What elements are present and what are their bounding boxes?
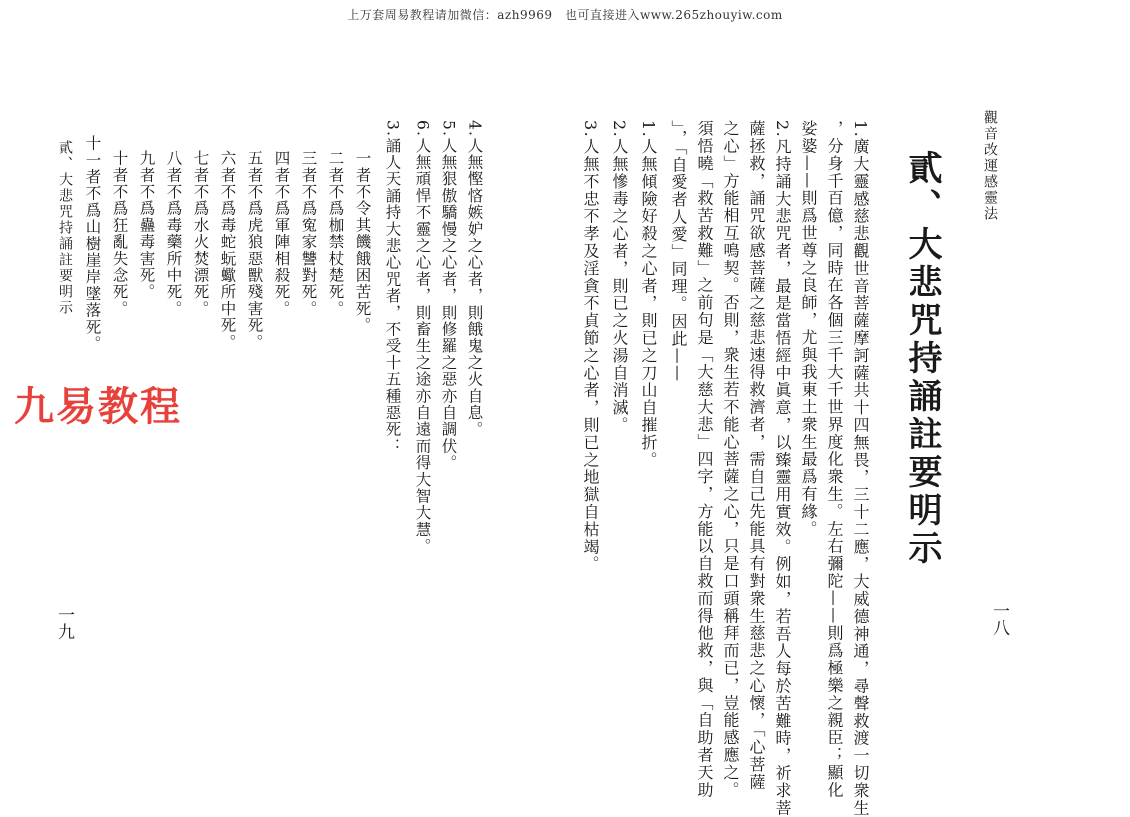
left-page-number: 一九 [54,606,74,640]
top-note: 上万套周易教程请加微信：azh9969 也可直接进入www.265zhouyiw.com [347,8,783,22]
right-page-number: 一八 [989,602,1009,636]
left-column-6: 二者不爲枷禁杖楚死。 [326,150,345,317]
right-column-10: 2.人無慘毒之心者，則已之火湯自消滅。 [610,120,629,434]
left-column-5: 一者不令其饑餓困苦死。 [353,150,372,334]
right-column-1: 1.廣大靈感慈悲觀世音菩薩摩訶薩共十四無畏，三十二應，大威德神通，尋聲救渡一切衆生 [851,120,870,817]
left-column-10: 六者不爲毒蛇蚖蠍所中死。 [218,150,237,351]
left-column-12: 八者不爲毒藥所中死。 [164,150,183,317]
right-column-4: 2.凡持誦大悲咒者，最是當悟經中眞意，以臻靈用實效。例如，若吾人每於苦難時，祈求菩 [773,120,792,817]
left-running-head: 貳、大悲咒持誦註要明示 [57,140,73,316]
left-column-1: 4.人無慳悋嫉妒之心者，則餓鬼之火自息。 [465,120,484,438]
right-column-6: 之心」方能相互鳴契。否則，衆生若不能心菩薩之心，只是口頭稱拜而已，豈能感應之。 [721,120,740,799]
right-column-9: 1.人無傾險好殺之心者，則已之刀山自摧折。 [639,120,658,469]
left-column-2: 5.人無狠傲驕慢之心者，則修羅之惡亦自調伏。 [439,120,458,472]
chapter-title: 貳、大悲咒持誦註要明示 [902,150,942,568]
right-column-11: 3.人無不忠不孝及淫貪不貞節之心者，則已之地獄自枯竭。 [581,120,600,574]
left-column-8: 四者不爲軍陣相殺死。 [272,150,291,317]
right-column-2: ，分身千百億，同時在各個三千大千世界度化衆生。左右彌陀——則爲極樂之親臣；顯化 [825,120,844,799]
left-column-11: 七者不爲水火焚漂死。 [191,150,210,317]
right-column-8: 」，「自愛者人愛」同理。因此—— [669,120,688,383]
left-column-4: 3.誦人天誦持大悲心咒者，不受十五種惡死： [383,120,402,455]
right-column-7: 須悟曉「救苦救難」之前句是「大慈大悲」四字，方能以自救而得他救，與「自助者天助 [695,120,714,799]
left-column-13: 九者不爲蠱毒害死。 [137,150,156,301]
right-column-3: 娑婆——則爲世尊之良師，尤與我東土衆生最爲有緣。 [799,120,818,538]
left-column-15: 十一者不爲山樹崖岸墜落死。 [83,135,102,353]
left-column-3: 6.人無頑悍不靈之心者，則畜生之途亦自遠而得大智大慧。 [413,120,432,555]
right-column-5: 薩拯救，誦咒欲感菩薩之慈悲速得救濟者，需自己先能具有對衆生慈悲之心懷，「心菩薩 [747,120,766,791]
watermark-text: 九易教程 [14,384,182,430]
left-column-14: 十者不爲狂亂失念死。 [110,150,129,317]
right-running-head: 觀音改運感靈法 [982,110,998,222]
left-column-7: 三者不爲寃家讐對死。 [299,150,318,317]
left-column-9: 五者不爲虎狼惡獸殘害死。 [245,150,264,351]
